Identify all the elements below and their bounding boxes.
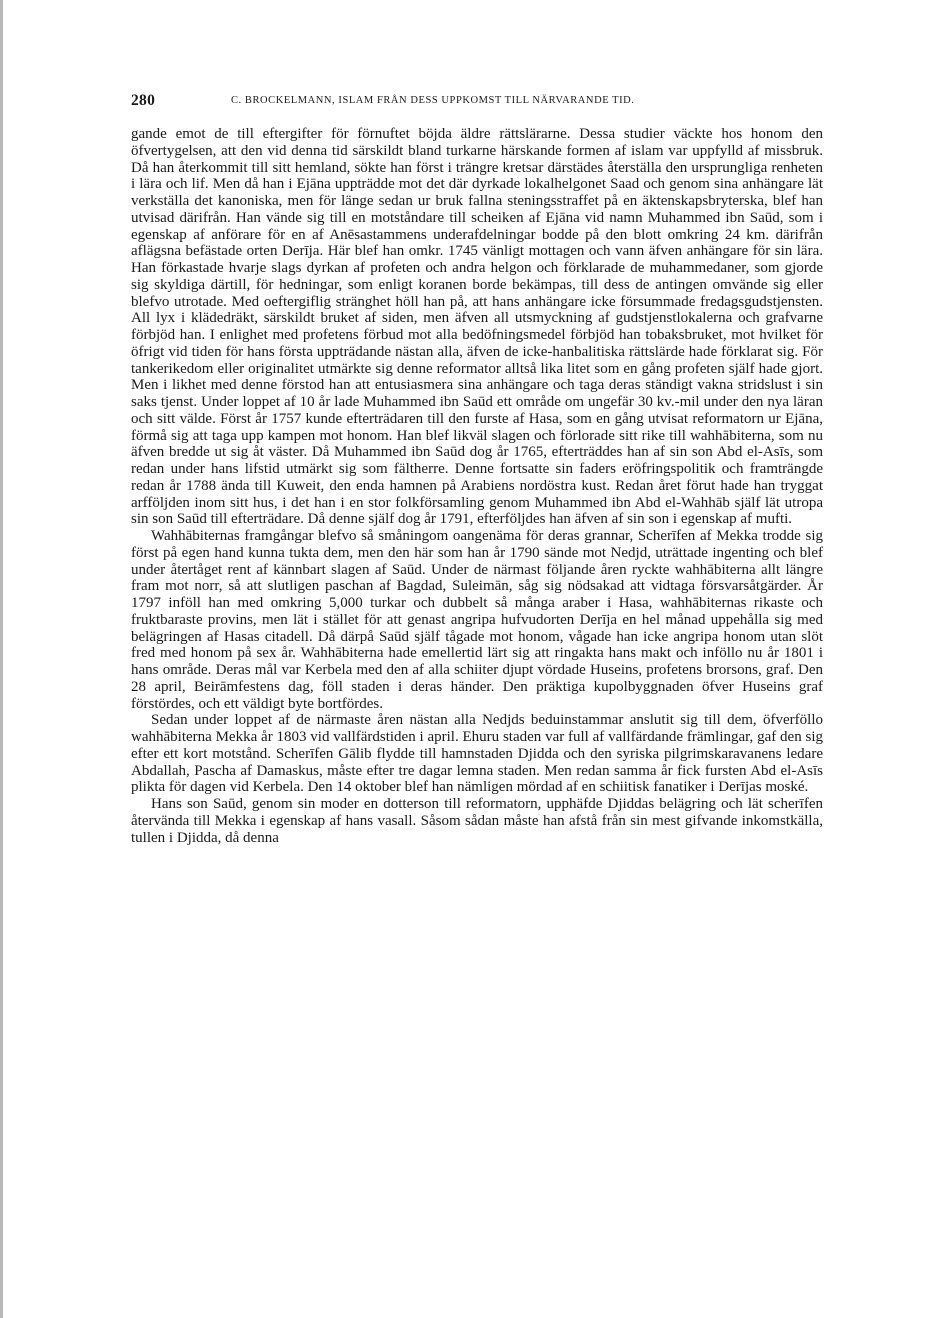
paragraph-3: Sedan under loppet af de närmaste åren nästan alla Nedjds beduinstammar anslutit sig till dem, öfverföllo wahhābiterna Mekka år 1803 vid vallfärdstiden i april. Ehuru staden var full af vallfärdande främlingar, gaf den sig efter ett kort motstånd. Scherīfen Gālib flydde till hamnstaden Djidda och den syriska pilgrimskaravanens ledare Abdallah, Pascha af Damaskus, måste efter tre dagar lemna staden. Men redan samma år fick fursten Abd el-Asīs plikta för dagen vid Kerbela. Den 14 oktober blef han nämligen mördad af en schiitisk fanatiker i Derījas moské. (131, 712, 823, 796)
body-text (131, 126, 823, 846)
running-title: C. BROCKELMANN, ISLAM FRÅN DESS UPPKOMST TILL NÄRVARANDE TID. (231, 95, 635, 106)
paragraph-1: gande emot de till eftergifter för förnuftet böjda äldre rättslärarne. Dessa studier väckte hos honom den öfvertygelsen, att den vid denna tid särskildt bland turkarne härskande formen af islam var uppfylld af missbruk. Då han återkommit till sitt hemland, sökte han först i trängre kretsar därstädes återställa den ursprungliga renheten i lära och lif. Men då han i Ejāna uppträdde mot det där dyrkade lokalhelgonet Saad och genom sina anhängare lät verkställa det kanoniska, men för länge sedan ur bruk fallna steningsstraffet på en äktenskapsbryterska, blef han utvisad därifrån. Han vände sig till en motståndare till scheiken af Ejāna vid namn Muhammed ibn Saūd, som i egenskap af anförare för en af Anēsastammens underafdelningar bodde på den blott omkring 24 km. därifrån aflägsna befästade orten Derīja. Här blef han omkr. 1745 vänligt mottagen och vann äfven anhängare för sin lära. Han förkastade hvarje slags dyrkan af profeten och andra helgon och förklarade de muhammedaner, som gjorde sig skyldiga därtill, för hedningar, som enligt koranen borde bekämpas, till dess de antingen omvände sig eller blefvo utrotade. Med oeftergiflig stränghet höll han på, att hans anhängare icke försummade fredagsgudstjensten. All lyx i klädedräkt, särskildt bruket af siden, men äfven all utsmyckning af gudstjenstlokalerna och grafvarne förbjöd han. I enlighet med profetens förbud mot alla bedöfningsmedel förbjöd han tobaksbruket, mot hvilket för öfrigt vid tiden för hans första uppträdande nästan alla, äfven de icke-hanbalitiska rättslärde hade förklarat sig. För tankerikedom eller originalitet utmärkte sig denne reformator alltså lika litet som en gång profeten själf hade gjort. Men i likhet med denne förstod han att entusiasmera sina anhängare och taga deras ständigt vakna stridslust i sin saks tjenst. Under loppet af 10 år lade Muhammed ibn Saūd ett område om ungefär 30 kv.-mil under den nya läran och sitt välde. Först år 1757 kunde efterträdaren till den furste af Hasa, som en gång utvisat reformatorn ur Ejāna, förmå sig att taga upp kampen mot honom. Han blef likväl slagen och förlorade sitt rike till wahhābiterna, som nu äfven bredde ut sig åt väster. Då Muhammed ibn Saūd dog år 1765, efterträddes han af sin son Abd el-Asīs, som redan under hans lifstid utmärkt sig som fältherre. Denne fortsatte sin faders eröfringspolitik och framträngde redan år 1788 ända till Kuweit, den enda hamnen på Arabiens nordöstra kust. Redan året förut hade han tryggat arfföljden inom sitt hus, i det han i en stor folkförsamling genom Muhammed ibn Abd el-Wahhāb själf lät utropa sin son Saūd till efterträdare. Då denne själf dog år 1791, efterföljdes han äfven af sin son i egenskap af mufti. (131, 126, 823, 528)
running-head (131, 92, 823, 112)
scan-edge (0, 0, 3, 1318)
paragraph-4: Hans son Saūd, genom sin moder en dotterson till reformatorn, upphäfde Djiddas belägring och lät scherīfen återvända till Mekka i egenskap af hans vasall. Såsom sådan måste han afstå från sin mest gifvande inkomstkälla, tullen i Djidda, då denna (131, 796, 823, 846)
paragraph-2: Wahhābiternas framgångar blefvo så småningom oangenäma för deras grannar, Scherīfen af Mekka trodde sig först på egen hand kunna tukta dem, men den här som han år 1790 sände mot Nedjd, uträttade ingenting och blef under återtåget rent af kännbart slagen af Saūd. Under de närmast följande åren ryckte wahhābiterna allt längre fram mot norr, så att slutligen paschan af Bagdad, Suleimān, såg sig nödsakad att vidtaga försvarsåtgärder. År 1797 inföll han med omkring 5,000 turkar och dubbelt så många araber i Hasa, wahhābiternas rikaste och fruktbaraste provins, men lät i stället för att genast angripa hufvudorten Derīja en hel månad uppehålla sig med belägringen af Hasas citadell. Då därpå Saūd själf tågade mot honom, vågade han icke angripa honom utan slöt fred med honom på sex år. Wahhābiterna hade emellertid lärt sig att ringakta hans makt och inföllo nu år 1801 i hans område. Deras mål var Kerbela med den af alla schiiter djupt vördade Huseins, profetens brorsons, graf. Den 28 april, Beirāmfestens dag, föll staden i deras händer. Den präktiga kupolbyggnaden öfver Huseins graf förstördes, och ett väldigt byte bortfördes. (131, 528, 823, 712)
page-number: 280 (131, 92, 156, 109)
